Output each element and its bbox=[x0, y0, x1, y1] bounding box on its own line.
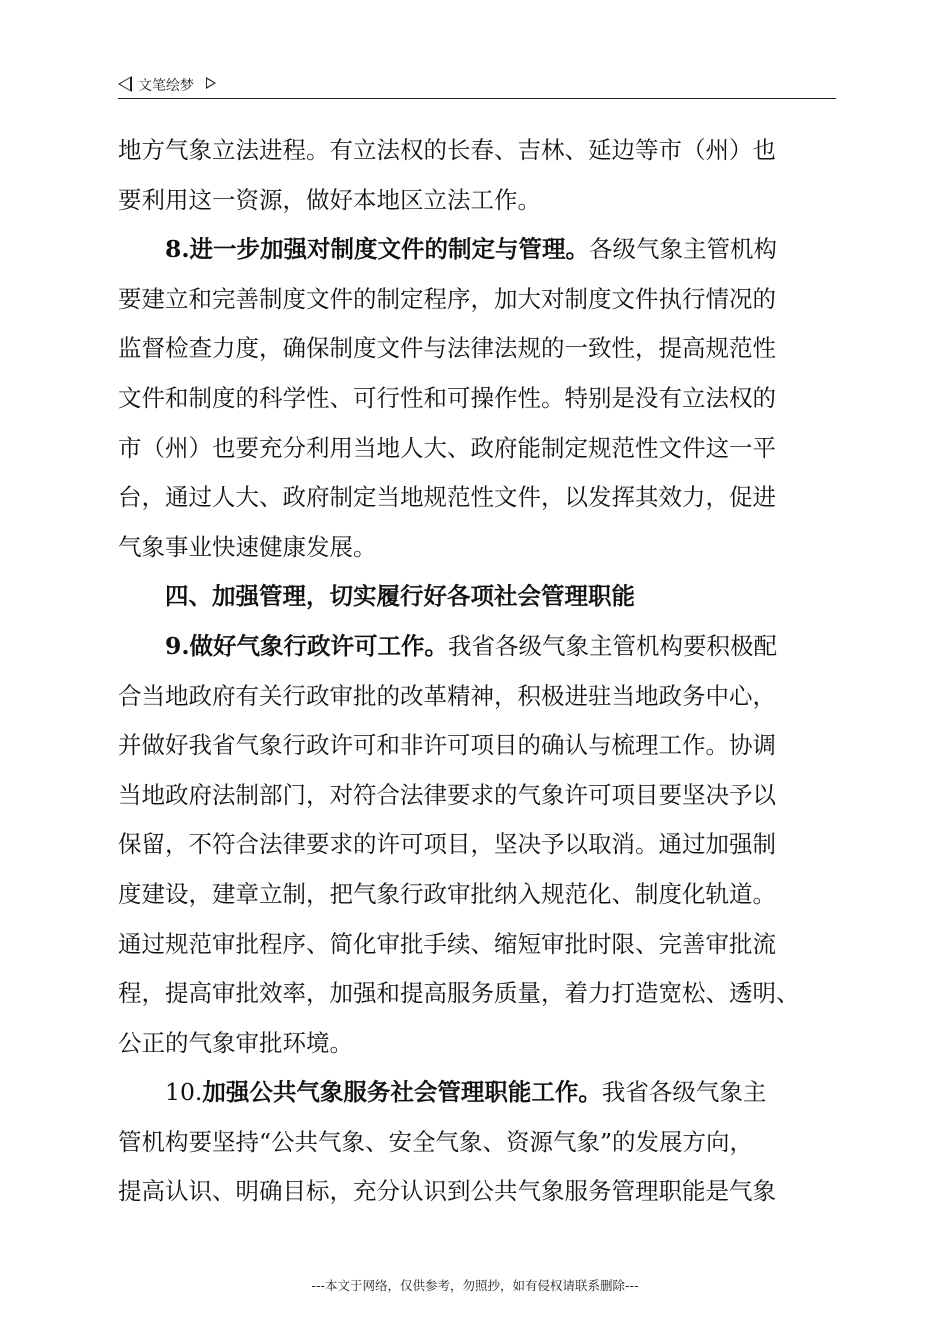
text-segment: 气象事业快速健康发展。 bbox=[118, 532, 377, 561]
text-segment: 要建立和完善制度文件的制定程序，加大对制度文件执行情况的 bbox=[118, 284, 776, 313]
text-line bbox=[118, 672, 836, 722]
bold-text-segment: 8.进一步加强对制度文件的制定与管理。 bbox=[165, 235, 590, 264]
text-line bbox=[118, 820, 836, 870]
text-line bbox=[118, 920, 836, 970]
text-line bbox=[118, 324, 836, 374]
text-segment: 要利用这一资源，做好本地区立法工作。 bbox=[118, 185, 541, 214]
page-header bbox=[118, 72, 836, 99]
text-line bbox=[118, 523, 836, 573]
text-segment: 10. bbox=[165, 1078, 203, 1107]
page-footer: ---本文于网络，仅供参考，勿照抄，如有侵权请联系删除--- bbox=[311, 1278, 639, 1293]
text-segment: 保留，不符合法律要求的许可项目，坚决予以取消。通过加强制 bbox=[118, 830, 776, 859]
text-segment: 市（州）也要充分利用当地人大、政府能制定规范性文件这一平 bbox=[118, 433, 776, 462]
text-line bbox=[118, 1068, 836, 1118]
text-line bbox=[118, 771, 836, 821]
text-segment: 合当地政府有关行政审批的改革精神，积极进驻当地政务中心， bbox=[118, 681, 776, 710]
text-line bbox=[118, 176, 836, 226]
text-segment: 提高认识、明确目标，充分认识到公共气象服务管理职能是气象 bbox=[118, 1177, 776, 1206]
text-segment: 各级气象主管机构 bbox=[589, 235, 778, 264]
text-segment: 公正的气象审批环境。 bbox=[118, 1028, 353, 1057]
text-segment: 我省各级气象主 bbox=[601, 1078, 767, 1107]
text-segment: 管机构要坚持“公共气象、安全气象、资源气象”的发展方向， bbox=[118, 1127, 754, 1156]
text-line bbox=[118, 622, 836, 672]
text-segment: 通过规范审批程序、简化审批手续、缩短审批时限、完善审批流 bbox=[118, 929, 776, 958]
text-segment: 我省各级气象主管机构要积极配 bbox=[448, 631, 778, 660]
text-line bbox=[118, 1118, 836, 1168]
text-line bbox=[118, 721, 836, 771]
text-line bbox=[118, 275, 836, 325]
text-line bbox=[118, 374, 836, 424]
text-segment: 台，通过人大、政府制定当地规范性文件，以发挥其效力，促进 bbox=[118, 483, 776, 512]
text-segment: 并做好我省气象行政许可和非许可项目的确认与梳理工作。协调 bbox=[118, 731, 776, 760]
text-line bbox=[118, 126, 836, 176]
left-triangle-icon bbox=[118, 76, 132, 92]
text-line bbox=[118, 572, 836, 622]
document-body bbox=[118, 126, 836, 1217]
text-line bbox=[118, 473, 836, 523]
text-line bbox=[118, 969, 836, 1019]
text-line bbox=[118, 1167, 836, 1217]
header-title: 文笔绘梦 bbox=[138, 78, 194, 94]
text-segment: 当地政府法制部门，对符合法律要求的气象许可项目要坚决予以 bbox=[118, 780, 776, 809]
text-line bbox=[118, 870, 836, 920]
bold-text-segment: 加强公共气象服务社会管理职能工作。 bbox=[202, 1078, 602, 1107]
text-line bbox=[118, 424, 836, 474]
bold-text-segment: 9.做好气象行政许可工作。 bbox=[165, 631, 449, 660]
right-triangle-icon bbox=[206, 77, 216, 89]
text-segment: 度建设，建章立制，把气象行政审批纳入规范化、制度化轨道。 bbox=[118, 879, 776, 908]
text-segment: 监督检查力度，确保制度文件与法律法规的一致性，提高规范性 bbox=[118, 334, 776, 363]
text-line bbox=[118, 225, 836, 275]
text-segment: 地方气象立法进程。有立法权的长春、吉林、延边等市（州）也 bbox=[118, 136, 776, 164]
text-segment: 程，提高审批效率，加强和提高服务质量，着力打造宽松、透明、 bbox=[118, 979, 800, 1008]
bold-text-segment: 四、加强管理，切实履行好各项社会管理职能 bbox=[165, 582, 635, 611]
text-line bbox=[118, 1019, 836, 1069]
text-segment: 文件和制度的科学性、可行性和可操作性。特别是没有立法权的 bbox=[118, 383, 776, 412]
